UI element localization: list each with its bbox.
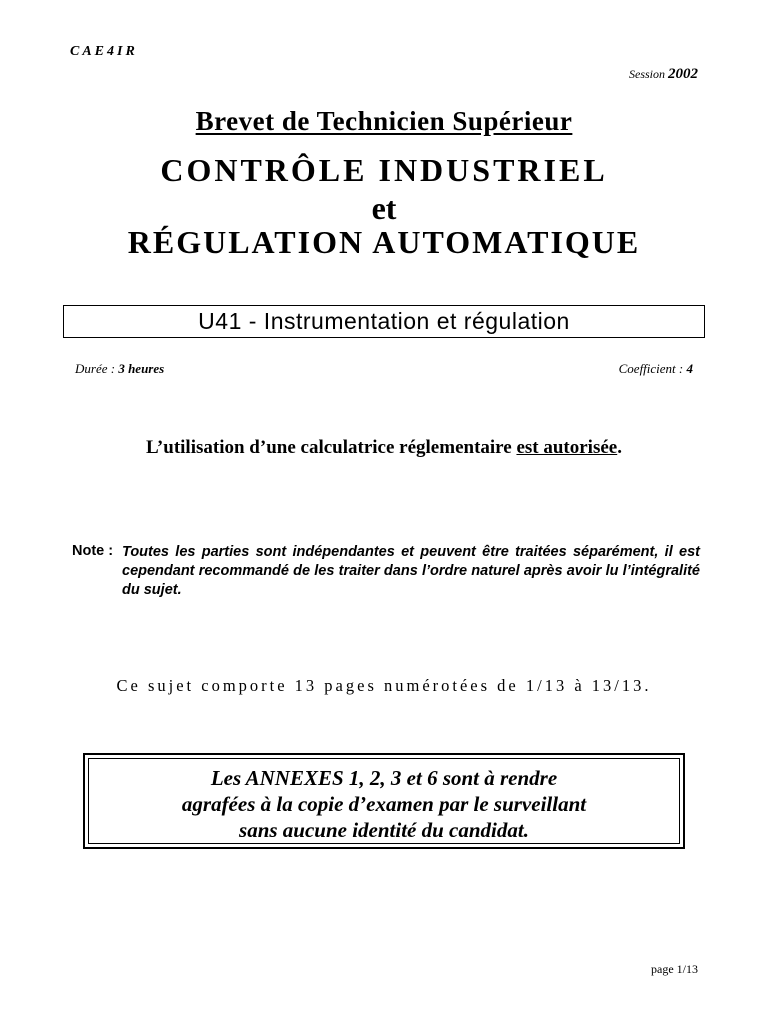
annexes-line-3: sans aucune identité du candidat. [239,818,529,842]
note-label [72,543,113,559]
annexes-inner [88,758,680,844]
page-number: page 1/13 [651,962,698,976]
annexes-line-2: agrafées à la copie d’examen par le surveillant [181,792,587,816]
title-line-3: RÉGULATION AUTOMATIQUE [127,224,641,260]
session-year: 2002 [668,66,698,82]
coefficient [619,361,693,377]
session-info [629,66,698,83]
unit-title-box: U41 - Instrumentation et régulation [63,305,705,338]
calculator-emphasis: est autorisée [516,437,618,458]
title-line-2: et [371,190,397,226]
calculator-text: L’utilisation d’une calculatrice réglementaire [146,437,512,458]
calculator-end: . [617,437,622,458]
note-text: Toutes les parties sont indépendantes et peuvent être traitées séparément, il est cependant recommandé de les traiter dans l’ordre naturel après avoir lu l’intégralité du sujet. [122,544,700,598]
session-label: Session [629,67,665,81]
duration-label: Durée : [75,361,116,376]
diploma-title: Brevet de Technicien Supérieur [195,106,573,136]
pages-info: Ce sujet comporte 13 pages numérotées de 1/13 à 13/13. [116,676,652,695]
annexes-line-1: Les ANNEXES 1, 2, 3 et 6 sont à rendre [210,766,558,790]
title-line-1: CONTRÔLE INDUSTRIEL [160,152,608,188]
coefficient-label: Coefficient : [618,361,684,376]
exam-code: CAE4IR [70,44,138,59]
note-label-text: Note : [72,543,114,559]
duration-value: 3 heures [118,361,165,376]
coefficient-value: 4 [686,361,693,376]
duration [75,361,164,377]
calculator-notice [0,437,768,459]
annexes-box [83,753,685,849]
